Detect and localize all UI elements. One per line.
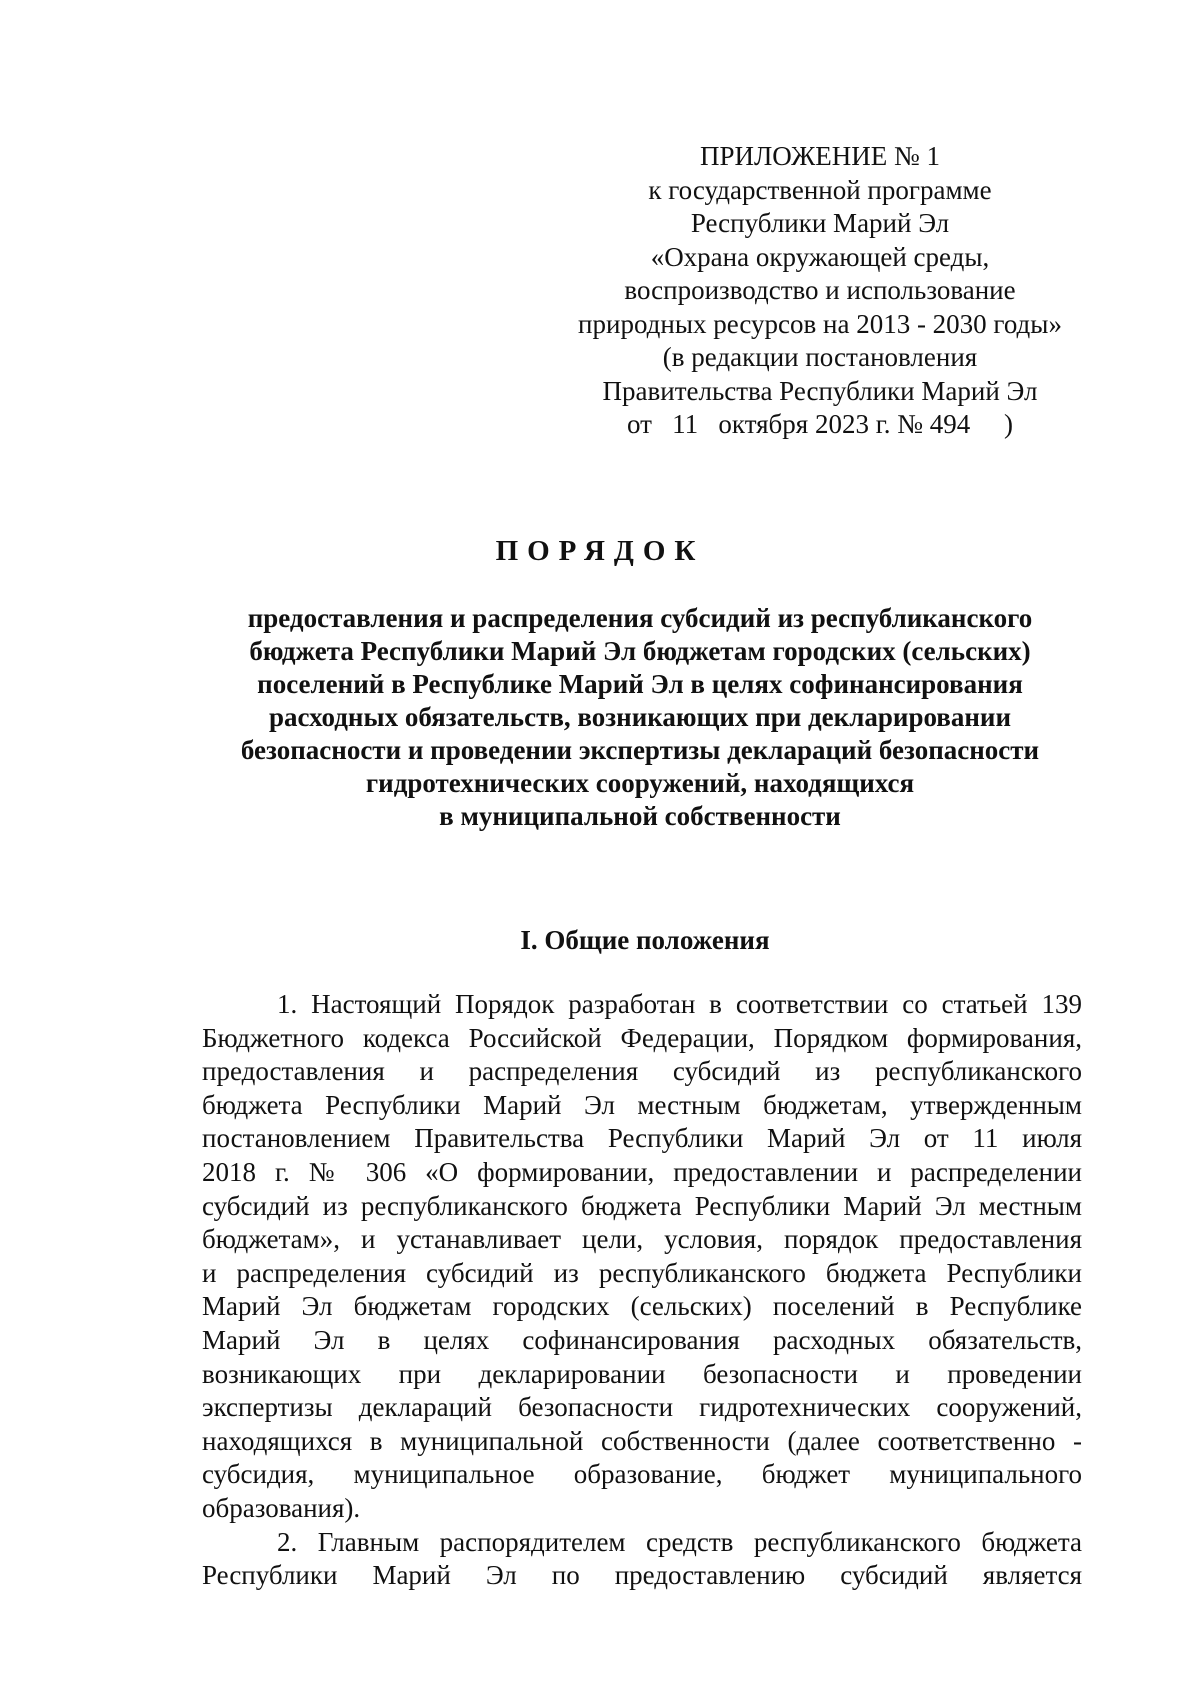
subtitle-line: предоставления и распределения субсидий из республиканского <box>247 603 1033 633</box>
section-heading: I. Общие положения <box>520 925 770 955</box>
paragraph-line: образования). <box>202 1492 361 1523</box>
paragraph-line: 2018 г. № 306 «О формировании, предоставлении и распределении <box>202 1156 1082 1187</box>
paragraph-line: предоставления и распределения субсидий из республиканского <box>202 1056 1082 1087</box>
document-title: ПОРЯДОК <box>495 535 705 567</box>
paragraph-line: и распределения субсидий из республиканского бюджета Республики <box>202 1257 1082 1288</box>
subtitle-line: поселений в Республике Марий Эл в целях софинансирования <box>257 669 1023 699</box>
paragraph-line: субсидия, муниципальное образование, бюджет муниципального <box>202 1459 1082 1490</box>
subtitle-line: бюджета Республики Марий Эл бюджетам городских (сельских) <box>249 636 1031 666</box>
paragraph-line: возникающих при декларировании безопасности и проведении <box>202 1358 1082 1389</box>
subtitle-line: безопасности и проведении экспертизы деклараций безопасности <box>240 735 1040 765</box>
paragraph-line: субсидий из республиканского бюджета Республики Марий Эл местным <box>202 1190 1082 1221</box>
document-subtitle <box>200 602 1080 833</box>
paragraph-line: бюджетам», и устанавливает цели, условия, порядок предоставления <box>202 1224 1082 1255</box>
paragraph-2 <box>202 1526 1082 1593</box>
paragraph-line: 2. Главным распорядителем средств республиканского бюджета <box>277 1526 1082 1557</box>
appendix-line: к государственной программе <box>648 174 992 205</box>
paragraph-1 <box>202 988 1082 1526</box>
appendix-line: (в редакции постановления <box>662 342 978 372</box>
paragraph-line: экспертизы деклараций безопасности гидротехнических сооружений, <box>202 1392 1082 1423</box>
subtitle-line: гидротехнических сооружений, находящихся <box>365 768 915 798</box>
paragraph-line: Марий Эл бюджетам городских (сельских) поселений в Республике <box>202 1291 1082 1322</box>
appendix-line: Правительства Республики Марий Эл <box>602 375 1038 406</box>
subtitle-line: расходных обязательств, возникающих при декларировании <box>268 702 1012 732</box>
appendix-line: Республики Марий Эл <box>690 208 950 238</box>
paragraph-line: Бюджетного кодекса Российской Федерации, Порядком формирования, <box>202 1022 1082 1053</box>
appendix-header <box>560 140 1080 442</box>
appendix-line: «Охрана окружающей среды, <box>650 241 990 272</box>
body-text <box>202 988 1082 1593</box>
paragraph-line: Республики Марий Эл по предоставлению субсидий является <box>202 1560 1082 1591</box>
appendix-line: природных ресурсов на 2013 - 2030 годы» <box>578 308 1062 339</box>
paragraph-line: 1. Настоящий Порядок разработан в соответствии со статьей 139 <box>277 989 1082 1019</box>
paragraph-line: постановлением Правительства Республики Марий Эл от 11 июля <box>202 1123 1082 1154</box>
appendix-number: ПРИЛОЖЕНИЕ № 1 <box>699 141 941 171</box>
paragraph-line: Марий Эл в целях софинансирования расходных обязательств, <box>202 1324 1082 1355</box>
paragraph-line: бюджета Республики Марий Эл местным бюджетам, утвержденным <box>202 1089 1082 1120</box>
subtitle-line: в муниципальной собственности <box>439 801 841 831</box>
appendix-line: воспроизводство и использование <box>624 275 1016 305</box>
paragraph-line: находящихся в муниципальной собственности (далее соответственно - <box>202 1425 1082 1456</box>
appendix-date-line: от 11 октября 2023 г. № 494 ) <box>626 409 1013 439</box>
